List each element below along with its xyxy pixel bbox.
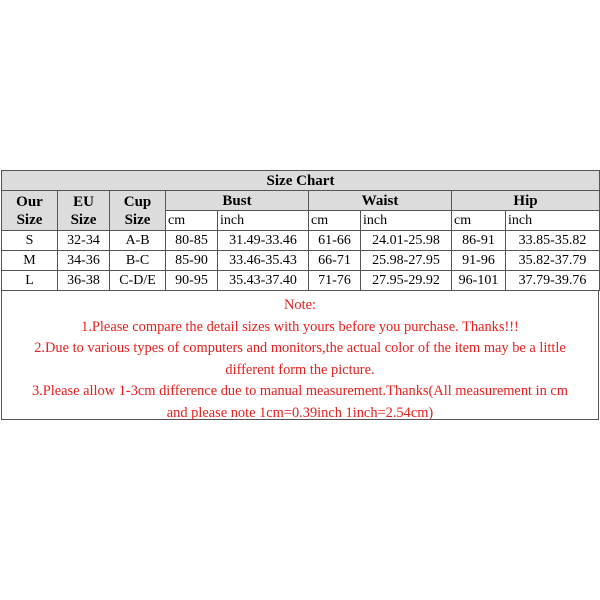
cell-eu-size: 32-34 [58, 231, 110, 251]
header-bust-cm: cm [166, 211, 218, 231]
cell-eu-size: 36-38 [58, 271, 110, 291]
cell-bust-cm: 80-85 [166, 231, 218, 251]
table-title: Size Chart [2, 171, 600, 191]
table-row [2, 231, 600, 251]
header-our-size-line1: Our [16, 193, 43, 210]
header-waist: Waist [309, 191, 452, 211]
header-hip: Hip [452, 191, 600, 211]
header-cup-size-line2: Size [124, 211, 151, 228]
cell-waist-cm: 61-66 [309, 231, 361, 251]
cell-waist-cm: 66-71 [309, 251, 361, 271]
header-our-size-line2: Size [16, 211, 43, 228]
header-hip-cm: cm [452, 211, 506, 231]
note-line-4: 3.Please allow 1-3cm difference due to manual measurement.Thanks(All measurement in cm [31, 383, 568, 399]
cell-hip-inch: 33.85-35.82 [506, 231, 600, 251]
header-bust: Bust [166, 191, 309, 211]
cell-hip-inch: 35.82-37.79 [506, 251, 600, 271]
size-table [1, 170, 600, 291]
cell-our-size: M [2, 251, 58, 271]
header-cup-size-line1: Cup [123, 193, 152, 210]
table-row [2, 251, 600, 271]
header-waist-inch: inch [361, 211, 452, 231]
notes-heading: Note: [284, 297, 316, 313]
cell-waist-inch: 25.98-27.95 [361, 251, 452, 271]
note-line-2: 2.Due to various types of computers and monitors,the actual color of the item may be a little [34, 340, 566, 356]
cell-bust-inch: 31.49-33.46 [218, 231, 309, 251]
table-row [2, 271, 600, 291]
cell-eu-size: 34-36 [58, 251, 110, 271]
cell-cup-size: C-D/E [110, 271, 166, 291]
note-line-5: and please note 1cm=0.39inch 1inch=2.54cm) [166, 404, 434, 421]
header-bust-inch: inch [218, 211, 309, 231]
header-eu-size-line1: EU [73, 193, 94, 210]
cell-cup-size: A-B [110, 231, 166, 251]
header-eu-size-line2: Size [70, 211, 97, 228]
note-line-1: 1.Please compare the detail sizes with yours before you purchase. Thanks!!! [81, 318, 519, 335]
cell-bust-inch: 35.43-37.40 [218, 271, 309, 291]
cell-hip-cm: 86-91 [452, 231, 506, 251]
cell-bust-cm: 85-90 [166, 251, 218, 271]
cell-our-size: L [2, 271, 58, 291]
header-eu-size [58, 191, 110, 231]
cell-waist-inch: 24.01-25.98 [361, 231, 452, 251]
cell-our-size: S [2, 231, 58, 251]
cell-bust-inch: 33.46-35.43 [218, 251, 309, 271]
notes-panel [1, 291, 599, 420]
size-chart [1, 170, 599, 420]
cell-waist-cm: 71-76 [309, 271, 361, 291]
cell-cup-size: B-C [110, 251, 166, 271]
cell-hip-inch: 37.79-39.76 [506, 271, 600, 291]
note-line-3: different form the picture. [225, 361, 375, 378]
header-cup-size [110, 191, 166, 231]
header-our-size [2, 191, 58, 231]
cell-hip-cm: 96-101 [452, 271, 506, 291]
cell-waist-inch: 27.95-29.92 [361, 271, 452, 291]
header-waist-cm: cm [309, 211, 361, 231]
header-hip-inch: inch [506, 211, 600, 231]
cell-bust-cm: 90-95 [166, 271, 218, 291]
cell-hip-cm: 91-96 [452, 251, 506, 271]
